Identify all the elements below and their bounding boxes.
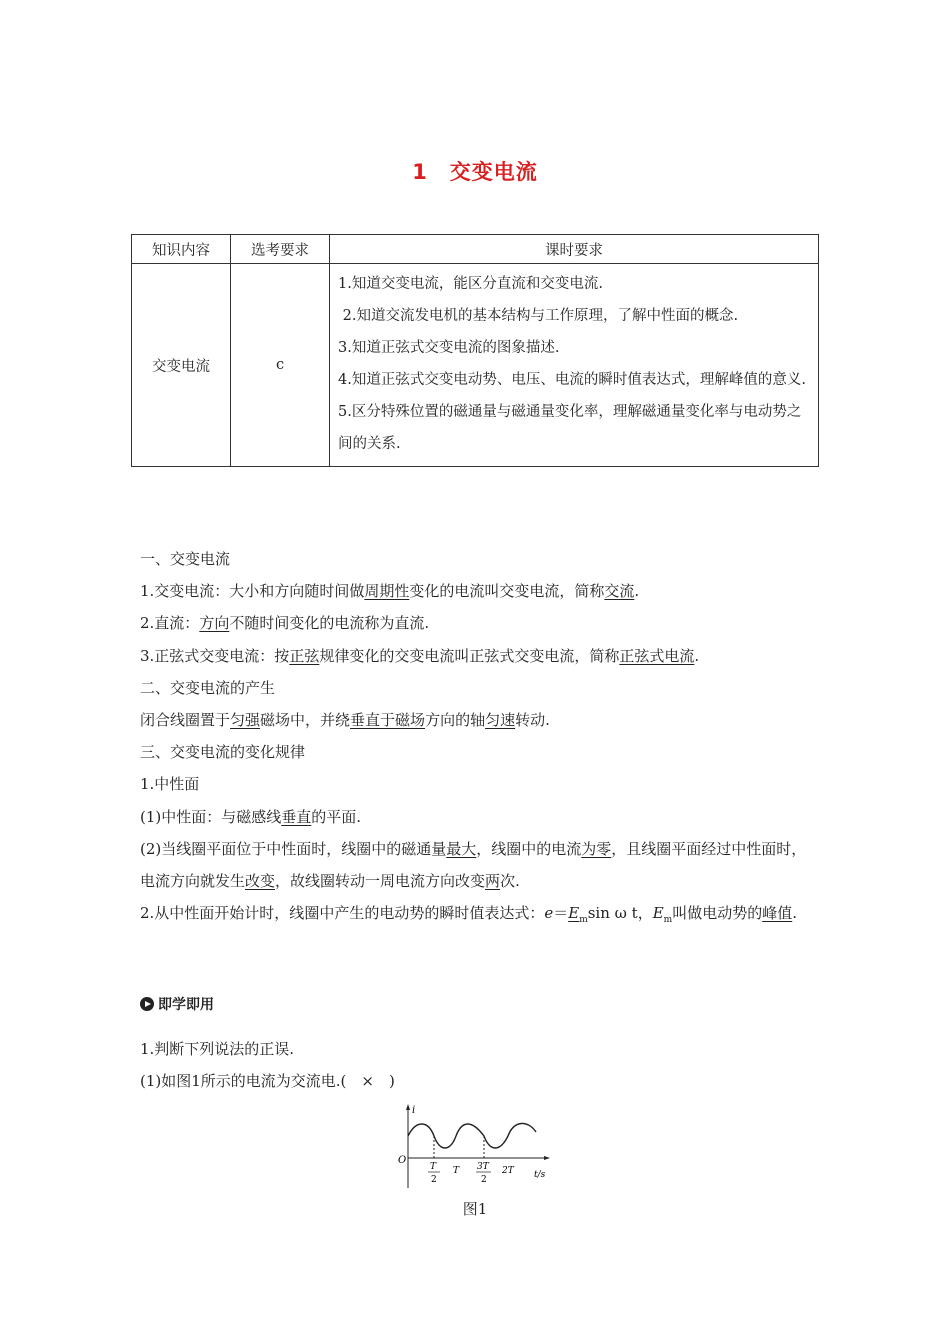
header-requirements: 课时要求 <box>330 235 819 264</box>
x-axis-arrow <box>544 1156 550 1160</box>
play-circle-icon <box>140 997 154 1011</box>
question-item: (1)如图1所示的电流为交流电.( × ) <box>140 1072 395 1090</box>
requirement-item: 1.知道交变电流，能区分直流和交变电流. <box>338 276 603 292</box>
content-body <box>140 543 820 936</box>
header-content: 知识内容 <box>132 235 231 264</box>
row-requirements <box>330 264 819 467</box>
axis-label-t: t/s <box>534 1170 546 1180</box>
requirement-item: 5.区分特殊位置的磁通量与磁通量变化率，理解磁通量变化率与电动势之间的关系. <box>338 404 802 452</box>
tick-label: 2 <box>481 1175 487 1185</box>
practice-body <box>140 1033 395 1097</box>
page-title: 1 交变电流 <box>412 160 538 184</box>
figure-caption: 图1 <box>462 1200 488 1218</box>
paragraph: 闭合线圈置于匀强磁场中，并绕垂直于磁场方向的轴匀速转动. <box>140 711 550 730</box>
header-level: 选考要求 <box>231 235 330 264</box>
row-level: c <box>231 264 330 467</box>
paragraph: (2)当线圈平面位于中性面时，线圈中的磁通量最大，线圈中的电流为零，且线圈平面经过中性面时，电流方向就发生改变，故线圈转动一周电流方向改变两次. <box>140 839 807 891</box>
tick-label: 2T <box>502 1166 514 1176</box>
section-heading: 三、交变电流的变化规律 <box>140 743 306 762</box>
y-axis-arrow <box>406 1104 410 1110</box>
practice-heading: 即学即用 <box>140 994 214 1014</box>
current-graph-figure <box>390 1102 550 1192</box>
paragraph: 3.正弦式交变电流：按正弦规律变化的交变电流叫正弦式交变电流，简称正弦式电流. <box>140 646 700 665</box>
tick-label: 2 <box>431 1175 437 1185</box>
question: 1.判断下列说法的正误. <box>140 1040 295 1058</box>
section-heading: 二、交变电流的产生 <box>140 678 276 697</box>
section-heading: 一、交变电流 <box>140 550 231 568</box>
tick-label: T <box>453 1166 460 1176</box>
paragraph: 1.交变电流：大小和方向随时间做周期性变化的电流叫交变电流，简称交流. <box>140 582 640 601</box>
paragraph: 2.直流：方向不随时间变化的电流称为直流. <box>140 614 430 633</box>
table-row <box>132 264 819 467</box>
tick-label: T <box>430 1162 437 1172</box>
requirement-item: 4.知道正弦式交变电动势、电压、电流的瞬时值表达式，理解峰值的意义. <box>338 372 806 388</box>
requirements-table <box>131 234 819 467</box>
tick-label: 3T <box>477 1162 489 1172</box>
paragraph: (1)中性面：与磁感线垂直的平面. <box>140 807 362 826</box>
subsection-heading: 1.中性面 <box>140 775 200 794</box>
axis-label-i: i <box>412 1105 416 1116</box>
current-curve <box>408 1123 536 1148</box>
requirement-item: 2.知道交流发电机的基本结构与工作原理，了解中性面的概念. <box>338 308 739 324</box>
row-content: 交变电流 <box>132 264 231 467</box>
requirement-item: 3.知道正弦式交变电流的图象描述. <box>338 340 560 356</box>
table-header-row <box>132 235 819 264</box>
paragraph: 2.从中性面开始计时，线圈中产生的电动势的瞬时值表达式：$e=E_m\sin$ ω t，$E_m$叫做电动势的峰值. <box>140 904 798 926</box>
origin-label: O <box>398 1155 407 1166</box>
